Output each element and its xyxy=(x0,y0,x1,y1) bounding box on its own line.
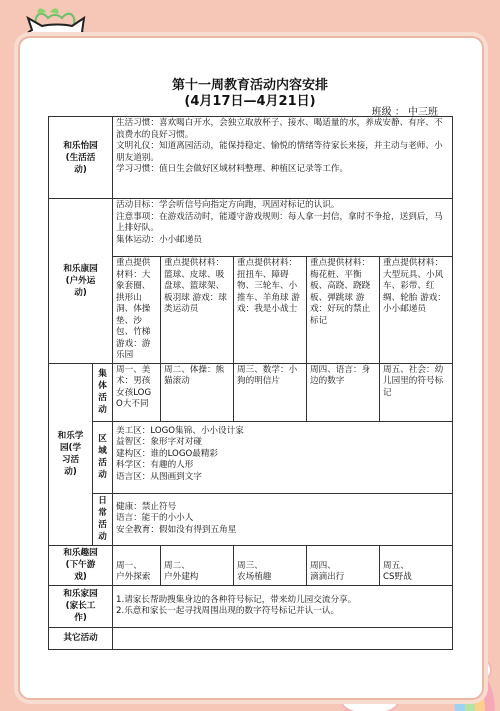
list-item: 健康：禁止符号 xyxy=(116,501,177,512)
table-cell: 周一、美术：男孩女孩LOGO大不同 xyxy=(113,363,161,421)
list-item: 注意事项：在游戏活动时，能遵守游戏规则：每人拿一封信，拿时不争抢，送到后，马上排好队。 xyxy=(116,211,443,233)
table-row xyxy=(49,627,453,649)
table-cell: 重点提供材料：扭扭车、障碍物、三轮车、小推车、羊角球 游戏：我是小战士 xyxy=(234,257,307,364)
list-item: 2.乐意和家长一起寻找周围出现的数字符号标记并认一认。 xyxy=(116,606,340,616)
table-row xyxy=(49,117,453,199)
table-cell: 周二、 户外建构 xyxy=(161,545,234,585)
row-header-other: 其它活动 xyxy=(49,627,113,649)
table-cell: 周三、数学：小狗的明信片 xyxy=(234,363,307,421)
list-item: 活动目标：学会听信号向指定方向跑，巩固对标记的认识。 xyxy=(116,200,340,210)
life-content xyxy=(113,117,453,199)
table-cell: 重点提供材料：篮球、皮球、吸盘球、篮球架、板羽球 游戏：球类运动员 xyxy=(161,257,234,364)
row-header-outdoor: 和乐康园 (户外运 动) xyxy=(49,199,113,364)
page-subtitle: (4月17日—4月21日) xyxy=(184,94,316,109)
table-row xyxy=(49,493,453,545)
list-item: 生活习惯：喜欢喝白开水，会独立取放杯子、接水、喝适量的水，养成安静、有序、不浪费水的良好习惯。 xyxy=(116,118,443,140)
list-item: 建构区：谁的LOGO最精彩 xyxy=(116,448,219,459)
row-header-learning: 和乐学 园(学 习活 动) xyxy=(49,363,93,545)
table-row xyxy=(49,421,453,493)
table-cell: 重点提供材料：大型玩具、小风车、彩带、红绸、轮胎 游戏：小小邮递员 xyxy=(380,257,453,364)
list-item: 益智区：象形字对对碰 xyxy=(116,437,202,447)
table-cell: 重点提供材料：梅花桩、平衡板、高跷、跷跷板、弹跳球 游戏：好玩的禁止标记 xyxy=(307,257,380,364)
home-content xyxy=(113,585,453,627)
table-cell: 周四、 滴滴出行 xyxy=(307,545,380,585)
table-cell: 周二、体操：熊猫滚动 xyxy=(161,363,234,421)
list-item: 安全教育：假如没有得到五角星 xyxy=(116,524,237,535)
daily-activity-content xyxy=(113,493,453,545)
table-row xyxy=(49,545,453,585)
list-item: 1.请家长帮助搜集身边的各种符号标记，带来幼儿园交流分享。 xyxy=(116,594,357,605)
list-item: 集体运动：小小邮递员 xyxy=(116,234,202,245)
table-row xyxy=(49,585,453,627)
table-cell: 周五、社会：幼儿园里的符号标记 xyxy=(380,363,453,421)
row-header-fun: 和乐趣园 (下午游 戏) xyxy=(49,545,113,585)
class-label: 班级 ： 中三班 xyxy=(371,107,438,118)
list-item: 文明礼仪：知道离园活动，能保持稳定、愉悦的情绪等待家长来接，并主动与老师、小朋友道别。 xyxy=(116,141,443,163)
table-cell: 周四、语言：身边的数字 xyxy=(307,363,380,421)
list-item: 语言区：从图画到文字 xyxy=(116,471,202,482)
schedule-table xyxy=(48,116,453,650)
table-cell: 周五、 CS野战 xyxy=(380,545,453,585)
list-item: 学习习惯：值日生会做好区域材料整理、种植区记录等工作。 xyxy=(116,164,349,174)
row-header-life: 和乐怡园 (生活活 动) xyxy=(49,117,113,199)
list-item: 美工区：LOGO集锦、小小设计家 xyxy=(116,425,244,436)
table-cell: 重点提供材料：大象套圈、拱形山洞、体操垫、沙包、竹梯 游戏：游乐园 xyxy=(113,257,161,364)
row-header-home: 和乐家园 (家长工 作) xyxy=(49,585,113,627)
outdoor-content xyxy=(113,199,453,257)
daily-activity-label: 日 常 活 动 xyxy=(93,493,113,545)
area-activity-label: 区 域 活 动 xyxy=(93,421,113,493)
group-activity-label: 集 体 活 动 xyxy=(93,363,113,421)
list-item: 语言：能干的小小人 xyxy=(116,513,194,524)
table-row xyxy=(49,363,453,421)
table-cell: 周三、 农场植趣 xyxy=(234,545,307,585)
table-cell: 周一、 户外探索 xyxy=(113,545,161,585)
page-title: 第十一周教育活动内容安排 xyxy=(171,78,328,93)
table-row xyxy=(49,199,453,257)
area-activity-content xyxy=(113,421,453,493)
other-content xyxy=(113,627,453,649)
list-item: 科学区：有趣的人形 xyxy=(116,460,194,470)
